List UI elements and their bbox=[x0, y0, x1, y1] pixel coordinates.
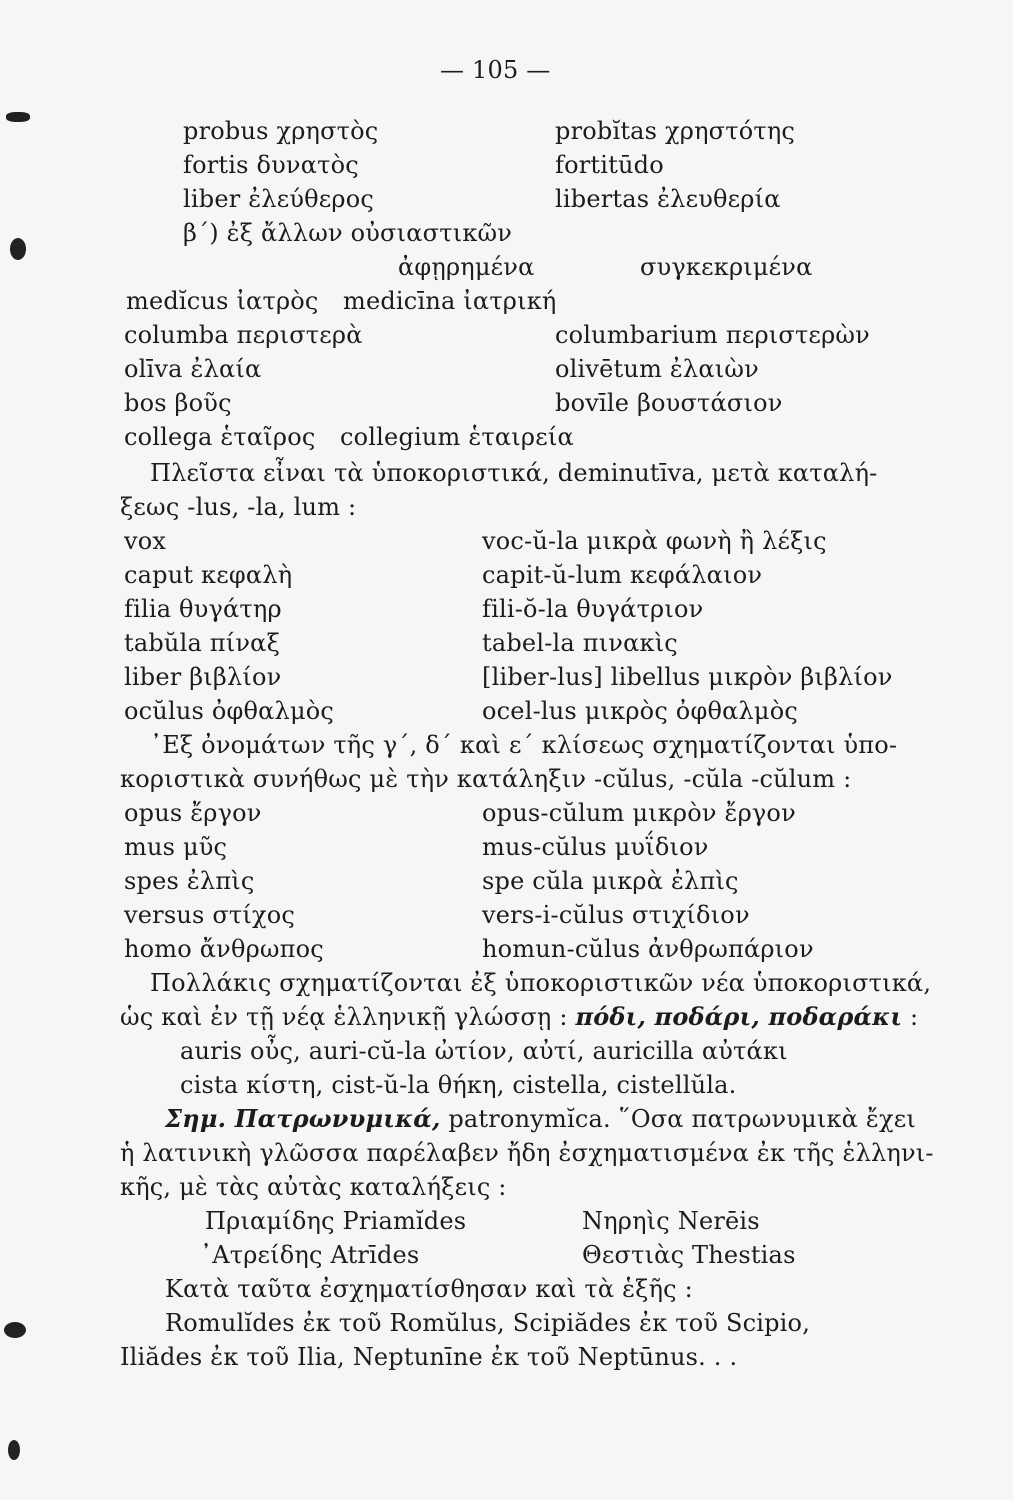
entry-left: columba περιστερὰ bbox=[124, 321, 363, 349]
entry-left: vox bbox=[124, 527, 167, 555]
entry-left: tabŭla πίναξ bbox=[124, 629, 280, 657]
colon: : bbox=[910, 1003, 919, 1031]
column-heading-concrete: συγκεκριμένα bbox=[640, 253, 813, 281]
section-heading: β΄) ἐξ ἄλλων οὐσιαστικῶν bbox=[183, 219, 513, 247]
note-line: ἡ λατινικὴ γλῶσσα παρέλαβεν ἤδη ἐσχηματισμένα ἐκ τῆς ἑλληνι- bbox=[120, 1139, 934, 1167]
entry-right: fortitūdo bbox=[555, 151, 664, 179]
entry-left: spes ἐλπὶς bbox=[124, 867, 255, 895]
entry-left: filia θυγάτηρ bbox=[124, 595, 282, 623]
entry-left: liber βιβλίον bbox=[124, 663, 282, 691]
entry-right: bovīle βουστάσιον bbox=[555, 389, 783, 417]
entry-right: homun-cŭlus ἀνθρωπάριον bbox=[482, 935, 814, 963]
entry-left: versus στίχος bbox=[124, 901, 296, 929]
paragraph-text: ὡς καὶ ἐν τῇ νέᾳ ἑλληνικῇ γλώσσῃ : bbox=[120, 1003, 568, 1031]
entry-left: medĭcus ἰατρὸς bbox=[126, 287, 319, 315]
entry-left: bos βοῦς bbox=[124, 389, 232, 417]
ink-blot bbox=[8, 1440, 20, 1460]
entry-right: spe cŭla μικρὰ ἐλπὶς bbox=[482, 867, 739, 895]
entry-right: probĭtas χρηστότης bbox=[555, 117, 796, 145]
paragraph-line bbox=[120, 1002, 918, 1032]
entry-right: mus-cŭlus μυΐδιον bbox=[482, 833, 709, 861]
paragraph-line: κοριστικὰ συνήθως μὲ τὴν κατάληξιν -cŭlus, -cŭla -cŭlum : bbox=[120, 765, 852, 793]
page-number: — 105 — bbox=[440, 56, 551, 84]
paragraph-line: Romulĭdes ἐκ τοῦ Romŭlus, Scipiădes ἐκ τοῦ Scipio, bbox=[165, 1309, 811, 1337]
entry-left: opus ἔργον bbox=[124, 799, 262, 827]
entry-right: vers-i-cŭlus στιχίδιον bbox=[482, 901, 750, 929]
entry-right: ocel-lus μικρὸς ὀφθαλμὸς bbox=[482, 697, 799, 725]
paragraph-line: Πλεῖστα εἶναι τὰ ὑποκοριστικά, deminutīva, μετὰ καταλή- bbox=[150, 459, 878, 487]
entry-right: Νηρηὶς Nerēis bbox=[582, 1207, 760, 1235]
entry-right: libertas ἐλευθερία bbox=[555, 185, 781, 213]
entry-left: mus μῦς bbox=[124, 833, 228, 861]
ink-blot bbox=[4, 1322, 26, 1338]
entry-left: homo ἄνθρωπος bbox=[124, 935, 324, 963]
ink-blot bbox=[6, 112, 30, 122]
note-line: κῆς, μὲ τὰς αὐτὰς καταλήξεις : bbox=[120, 1173, 507, 1201]
entry-left: probus χρηστὸς bbox=[183, 117, 379, 145]
paragraph-line: Πολλάκις σχηματίζονται ἐξ ὑποκοριστικῶν νέα ὑποκοριστικά, bbox=[150, 969, 932, 997]
entry-left: ocŭlus ὀφθαλμὸς bbox=[124, 697, 335, 725]
note-text: patronymĭca. ῞Οσα πατρωνυμικὰ ἔχει bbox=[448, 1105, 916, 1133]
entry-left: liber ἐλεύθερος bbox=[183, 185, 375, 213]
paragraph-line: ᾿Εξ ὀνομάτων τῆς γ΄, δ΄ καὶ ε΄ κλίσεως σχηματίζονται ὑπο- bbox=[150, 731, 898, 759]
entry-right: olivētum ἐλαιὼν bbox=[555, 355, 759, 383]
entry-left: caput κεφαλὴ bbox=[124, 561, 293, 589]
modern-greek-examples: πόδι, ποδάρι, ποδαράκι bbox=[575, 1002, 903, 1031]
entry-left: collega ἑταῖρος bbox=[124, 423, 316, 451]
entry-right: [liber-lus] libellus μικρὸν βιβλίον bbox=[482, 663, 893, 691]
entry-left: Πριαμίδης Priamĭdes bbox=[205, 1207, 467, 1235]
entry-right: fili-ŏ-la θυγάτριον bbox=[482, 595, 704, 623]
entry-right: columbarium περιστερὼν bbox=[555, 321, 870, 349]
paragraph-line: ξεως -lus, -la, lum : bbox=[120, 493, 357, 521]
entry-right: voc-ŭ-la μικρὰ φωνὴ ἢ λέξις bbox=[482, 527, 827, 555]
entry-left: fortis δυνατὸς bbox=[183, 151, 359, 179]
entry-mid: medicīna ἰατρική bbox=[343, 287, 557, 315]
entry-left: ᾿Ατρείδης Atrīdes bbox=[200, 1241, 420, 1269]
entry-right: Θεστιὰς Thestias bbox=[582, 1241, 796, 1269]
note-heading: Σημ. Πατρωνυμικά, bbox=[165, 1104, 441, 1133]
entry-right: opus-cŭlum μικρὸν ἔργον bbox=[482, 799, 796, 827]
ink-blot bbox=[10, 238, 26, 260]
paragraph-line: Iliădes ἐκ τοῦ Ilia, Neptunīne ἐκ τοῦ Neptūnus. . . bbox=[120, 1343, 738, 1371]
example-line: auris οὖς, auri-cŭ-la ὠτίον, αὐτί, auricilla αὐτάκι bbox=[180, 1037, 788, 1065]
entry-mid: collegium ἑταιρεία bbox=[340, 423, 574, 451]
entry-left: olīva ἐλαία bbox=[124, 355, 262, 383]
entry-right: capit-ŭ-lum κεφάλαιον bbox=[482, 561, 763, 589]
column-heading-abstract: ἀφῃρημένα bbox=[398, 253, 535, 281]
example-line: cista κίστη, cist-ŭ-la θήκη, cistella, cistellŭla. bbox=[180, 1071, 737, 1099]
paragraph-line: Κατὰ ταῦτα ἐσχηματίσθησαν καὶ τὰ ἑξῆς : bbox=[165, 1275, 693, 1303]
entry-right: tabel-la πινακὶς bbox=[482, 629, 678, 657]
note-line bbox=[165, 1104, 916, 1134]
